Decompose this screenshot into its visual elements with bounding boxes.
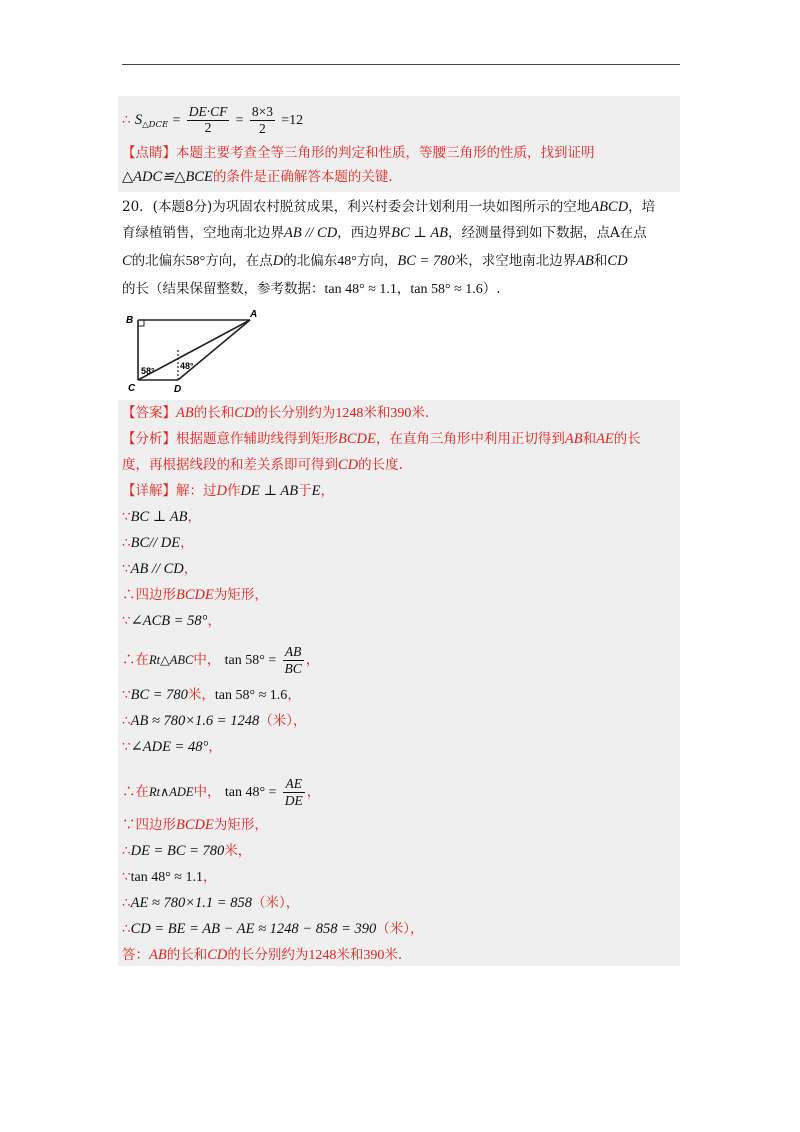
solution-step-14: ∵tan 48° ≈ 1.1， xyxy=(122,869,217,885)
angle-48-label: 48° xyxy=(180,361,194,371)
comment-line-2: △ADC≌△BCE的条件是正确解答本题的关键. xyxy=(122,169,393,185)
label-B: B xyxy=(126,315,134,326)
answer-line: 【答案】AB的长和CD的长分别约为1248米和390米. xyxy=(122,405,430,421)
problem-line-3: C的北偏东58°方向，在点D的北偏东48°方向，BC = 780米，求空地南北边界AB和CD xyxy=(122,253,628,269)
header-rule xyxy=(122,64,680,65)
edge-CA xyxy=(138,320,250,380)
label-A: A xyxy=(250,309,258,320)
angle-58-label: 58° xyxy=(141,366,155,376)
problem-line-2: 育绿植销售，空地南北边界AB // CD，西边界BC ⊥ AB，经测量得到如下数据，点A在点 xyxy=(122,225,647,241)
solution-step-9: ∴AB ≈ 780×1.6 = 1248（米）， xyxy=(122,713,307,729)
solution-step-8: ∵BC = 780米，tan 58° ≈ 1.6， xyxy=(122,687,301,703)
solution-step-7: ∴在Rt△ABC中， tan 58° = $\frac{AB}{BC}$ ， xyxy=(122,644,320,676)
analysis-line-2: 度，再根据线段的和差关系即可得到CD的长度. xyxy=(122,457,403,473)
solution-step-10: ∵∠ADE = 48°， xyxy=(122,739,222,755)
solution-step-4: ∵AB // CD， xyxy=(122,561,198,577)
problem-line-4: 的长（结果保留整数，参考数据：tan 48° ≈ 1.1，tan 58° ≈ 1.6）. xyxy=(122,281,501,297)
edge-DA xyxy=(178,320,250,380)
label-D: D xyxy=(174,384,182,395)
solution-step-5: ∴四边形BCDE为矩形， xyxy=(122,587,268,603)
solution-step-11: ∴在Rt∧ADE中， tan 48° = $\frac{AE}{DE}$ ， xyxy=(122,776,321,808)
problem-line-1: 20．(本题8分)为巩固农村脱贫成果，利兴村委会计划利用一块如图所示的空地ABCD，培 xyxy=(122,199,656,215)
area-formula: ∴ $S_{\triangle DCE}$ = $\frac{DE\cdot CF}{2}$ = $\frac{8\times 3}{2}$ =12 xyxy=(122,104,304,136)
analysis-line-1: 【分析】根据题意作辅助线得到矩形BCDE，在直角三角形中利用正切得到AB和AE的长 xyxy=(122,431,641,447)
solution-step-3: ∴BC// DE， xyxy=(122,535,194,551)
comment-label: 【点睛】 xyxy=(122,145,176,161)
trapezoid-figure xyxy=(122,308,262,396)
solution-step-1: 【详解】解：过D作DE ⊥ AB于E， xyxy=(122,483,335,499)
solution-step-2: ∵BC ⊥ AB， xyxy=(122,509,201,525)
solution-step-6: ∵∠ACB = 58°， xyxy=(122,613,221,629)
comment-line-1: 【点睛】本题主要考查全等三角形的判定和性质，等腰三角形的性质，找到证明 xyxy=(122,145,595,161)
label-C: C xyxy=(128,383,136,394)
solution-step-12: ∵四边形BCDE为矩形， xyxy=(122,817,268,833)
solution-step-16: ∴CD = BE = AB − AE ≈ 1248 − 858 = 390（米）， xyxy=(122,921,424,937)
final-answer: 答：AB的长和CD的长分别约为1248米和390米. xyxy=(122,947,403,963)
solution-step-15: ∴AE ≈ 780×1.1 = 858（米）， xyxy=(122,895,300,911)
right-angle-B xyxy=(138,320,144,326)
solution-step-13: ∴DE = BC = 780米， xyxy=(122,843,252,859)
